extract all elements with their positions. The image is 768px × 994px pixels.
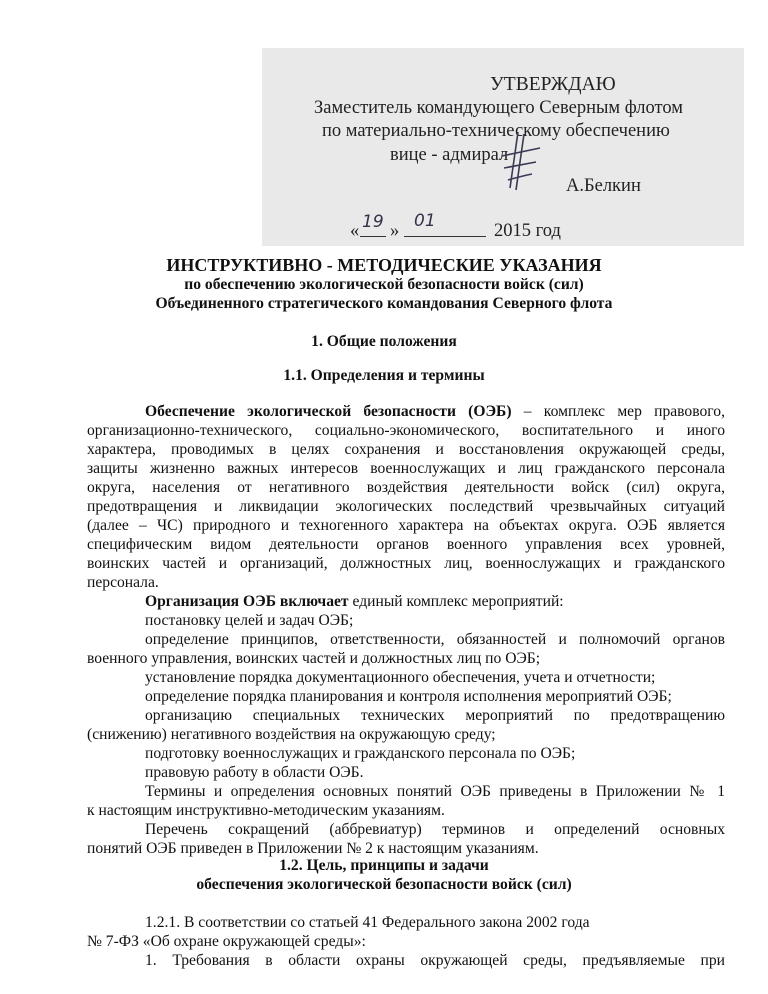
approval-day-handwritten: 19 bbox=[362, 212, 384, 232]
definition-line: – комплекс мер правового, bbox=[523, 403, 725, 420]
approval-title: УТВЕРЖДАЮ bbox=[490, 74, 616, 95]
approval-month-handwritten: 01 bbox=[414, 211, 436, 231]
organization-rest: единый комплекс мероприятий: bbox=[348, 593, 564, 610]
section-heading-1: 1. Общие положения bbox=[311, 333, 457, 350]
definition-term: Обеспечение экологической безопасности (ОЭБ) bbox=[145, 403, 512, 420]
definition-first-line bbox=[87, 402, 725, 421]
list-item: понятий ОЭБ приведен в Приложении № 2 к настоящим указаниям. bbox=[87, 840, 539, 857]
definition-line: характера, проводимых в целях сохранения и восстановления окружающей среды, bbox=[87, 441, 725, 458]
clause-line: № 7-ФЗ «Об охране окружающей среды»: bbox=[87, 933, 366, 950]
approval-year: 2015 год bbox=[494, 221, 561, 241]
list-item: Термины и определения основных понятий ОЭБ приведены в Приложении № 1 bbox=[145, 783, 725, 800]
section-heading-1-2-sub: обеспечения экологической безопасности войск (сил) bbox=[196, 876, 572, 893]
list-item: подготовку военнослужащих и гражданского персонала по ОЭБ; bbox=[145, 745, 576, 762]
month-underline bbox=[404, 236, 486, 237]
document-subtitle-2: Объединенного стратегического командования Северного флота bbox=[155, 295, 613, 312]
list-item: организацию специальных технических мероприятий по предотвращению bbox=[145, 707, 725, 724]
organization-intro bbox=[87, 592, 725, 611]
list-item: правовую работу в области ОЭБ. bbox=[145, 764, 364, 781]
day-underline bbox=[360, 236, 386, 237]
approval-date-mid: » bbox=[390, 221, 400, 241]
section-heading-1-2: 1.2. Цель, принципы и задачи bbox=[279, 857, 489, 874]
list-item: к настоящим инструктивно-методическим указаниям. bbox=[87, 802, 445, 819]
list-item: Перечень сокращений (аббревиатур) терминов и определений основных bbox=[145, 821, 725, 838]
definition-line: воинских частей и организаций, должностных лиц, военнослужащих и гражданского bbox=[87, 555, 725, 572]
list-item: военного управления, воинских частей и должностных лиц по ОЭБ; bbox=[87, 650, 541, 667]
signature-icon bbox=[488, 128, 548, 196]
approval-position-line1: Заместитель командующего Северным флотом bbox=[314, 98, 683, 118]
clause-line: 1. Требования в области охраны окружающей среды, предъявляемые при bbox=[145, 952, 725, 969]
section-heading-1-1: 1.1. Определения и термины bbox=[283, 367, 485, 384]
definition-line: (далее – ЧС) природного и техногенного характера на объектах округа. ОЭБ является bbox=[87, 517, 725, 534]
list-item: постановку целей и задач ОЭБ; bbox=[145, 612, 354, 629]
organization-lead: Организация ОЭБ включает bbox=[145, 593, 349, 610]
approval-rank: вице - адмирал bbox=[390, 145, 509, 165]
definition-line: округа, населения от негативного воздействия деятельности войск (сил) округа, bbox=[87, 479, 725, 496]
definition-line: предотвращения и ликвидации экологических последствий чрезвычайных ситуаций bbox=[87, 498, 725, 515]
document-subtitle-1: по обеспечению экологической безопасности войск (сил) bbox=[184, 276, 584, 293]
definition-line: защиты жизненно важных интересов военнослужащих и лиц гражданского персонала bbox=[87, 460, 725, 477]
approval-position-line2: по материально-техническому обеспечению bbox=[322, 121, 670, 141]
list-item: установление порядка документационного обеспечения, учета и отчетности; bbox=[145, 669, 656, 686]
definition-line: персонала. bbox=[87, 574, 159, 591]
definition-line: специфическим видом деятельности органов военного управления всех уровней, bbox=[87, 536, 725, 553]
clause-line: 1.2.1. В соответствии со статьей 41 Федерального закона 2002 года bbox=[145, 914, 590, 931]
definition-line: организационно-технического, социально-экономического, воспитательного и иного bbox=[87, 422, 725, 439]
list-item: (снижению) негативного воздействия на окружающую среду; bbox=[87, 726, 496, 743]
list-item: определение принципов, ответственности, обязанностей и полномочий органов bbox=[145, 631, 725, 648]
approval-date-open: « bbox=[350, 221, 360, 241]
list-item: определение порядка планирования и контроля исполнения мероприятий ОЭБ; bbox=[145, 688, 672, 705]
approval-name: А.Белкин bbox=[566, 176, 641, 196]
document-title: ИНСТРУКТИВНО - МЕТОДИЧЕСКИЕ УКАЗАНИЯ bbox=[166, 255, 602, 275]
